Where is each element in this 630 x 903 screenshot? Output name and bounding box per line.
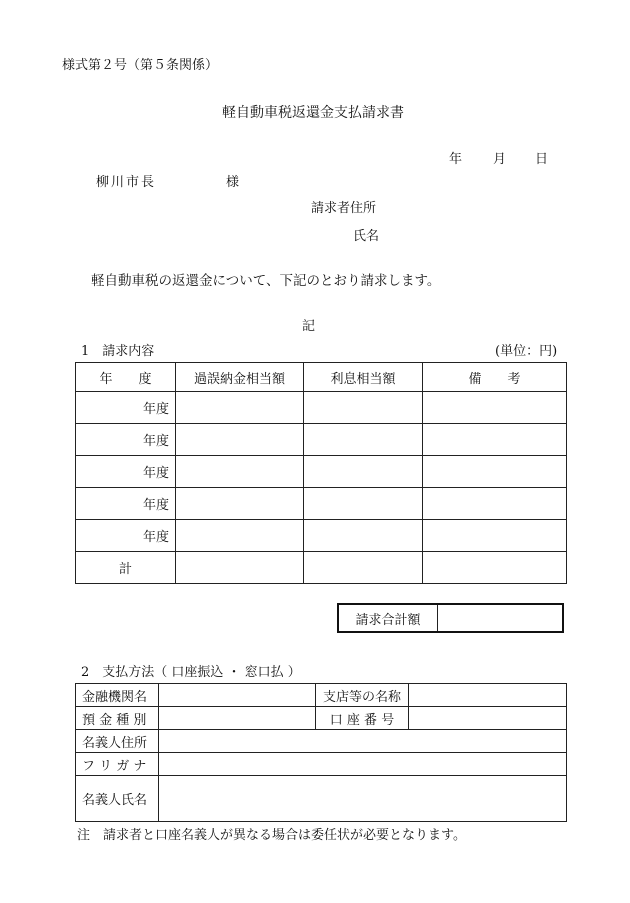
header-interest: 利息相当額 (304, 363, 423, 392)
table-row (76, 424, 567, 456)
account-number-field[interactable] (409, 707, 567, 730)
claim-total-value[interactable] (438, 605, 562, 631)
interest-cell[interactable] (304, 456, 423, 488)
header-overpaid: 過誤納金相当額 (176, 363, 304, 392)
year-cell: 年度 (76, 456, 176, 488)
year-cell: 年度 (76, 392, 176, 424)
remarks-cell[interactable] (423, 520, 567, 552)
furigana-field[interactable] (159, 753, 567, 776)
bank-name-field[interactable] (159, 684, 316, 707)
claim-total-label: 請求合計額 (339, 605, 438, 631)
date-month: 月 (493, 152, 507, 167)
header-year: 年 度 (76, 363, 176, 392)
overpaid-cell[interactable] (176, 456, 304, 488)
deposit-type-field[interactable] (159, 707, 316, 730)
overpaid-cell[interactable] (176, 424, 304, 456)
year-cell: 年度 (76, 520, 176, 552)
interest-cell[interactable] (304, 392, 423, 424)
claimant-address-label: 請求者住所 (311, 201, 377, 216)
document-title: 軽自動車税返還金支払請求書 (222, 105, 404, 121)
overpaid-total-cell[interactable] (176, 552, 304, 584)
remarks-cell[interactable] (423, 392, 567, 424)
overpaid-cell[interactable] (176, 520, 304, 552)
year-cell: 年度 (76, 424, 176, 456)
section1-heading: 1 請求内容 (81, 344, 155, 359)
year-cell: 年度 (76, 488, 176, 520)
interest-cell[interactable] (304, 520, 423, 552)
table-row (76, 392, 567, 424)
ki-label: 記 (302, 319, 316, 334)
date-year: 年 (449, 152, 463, 167)
table-row (76, 488, 567, 520)
claim-table (75, 362, 567, 584)
furigana-label: フ リ ガ ナ (76, 753, 159, 776)
table-row (76, 520, 567, 552)
holder-address-label: 名義人住所 (76, 730, 159, 753)
interest-total-cell[interactable] (304, 552, 423, 584)
branch-name-label: 支店等の名称 (316, 684, 409, 707)
table-row (76, 456, 567, 488)
addressee-honorific: 様 (226, 175, 240, 190)
bank-name-label: 金融機関名 (76, 684, 159, 707)
interest-cell[interactable] (304, 488, 423, 520)
remarks-cell[interactable] (423, 424, 567, 456)
addressee-name: 柳川市長 (96, 175, 157, 190)
overpaid-cell[interactable] (176, 392, 304, 424)
header-remarks: 備 考 (423, 363, 567, 392)
holder-address-field[interactable] (159, 730, 567, 753)
overpaid-cell[interactable] (176, 488, 304, 520)
interest-cell[interactable] (304, 424, 423, 456)
holder-name-field[interactable] (159, 776, 567, 822)
remarks-cell[interactable] (423, 488, 567, 520)
section2-heading: 2 支払方法（ 口座振込 ・ 窓口払 ） (81, 665, 301, 680)
total-row (76, 552, 567, 584)
form-number: 様式第２号（第５条関係） (62, 58, 219, 73)
claimant-name-label: 氏名 (353, 229, 380, 244)
claim-total-box (337, 603, 564, 633)
date-day: 日 (535, 152, 549, 167)
total-label: 計 (76, 552, 176, 584)
note-text: 注 請求者と口座名義人が異なる場合は委任状が必要となります。 (77, 828, 466, 843)
deposit-type-label: 預 金 種 別 (76, 707, 159, 730)
remarks-total-cell[interactable] (423, 552, 567, 584)
remarks-cell[interactable] (423, 456, 567, 488)
unit-label: (単位：円) (495, 344, 558, 359)
holder-name-label: 名義人氏名 (76, 776, 159, 822)
intro-text: 軽自動車税の返還金について、下記のとおり請求します。 (91, 273, 441, 289)
account-number-label: 口 座 番 号 (316, 707, 409, 730)
branch-name-field[interactable] (409, 684, 567, 707)
payment-table (75, 683, 567, 822)
